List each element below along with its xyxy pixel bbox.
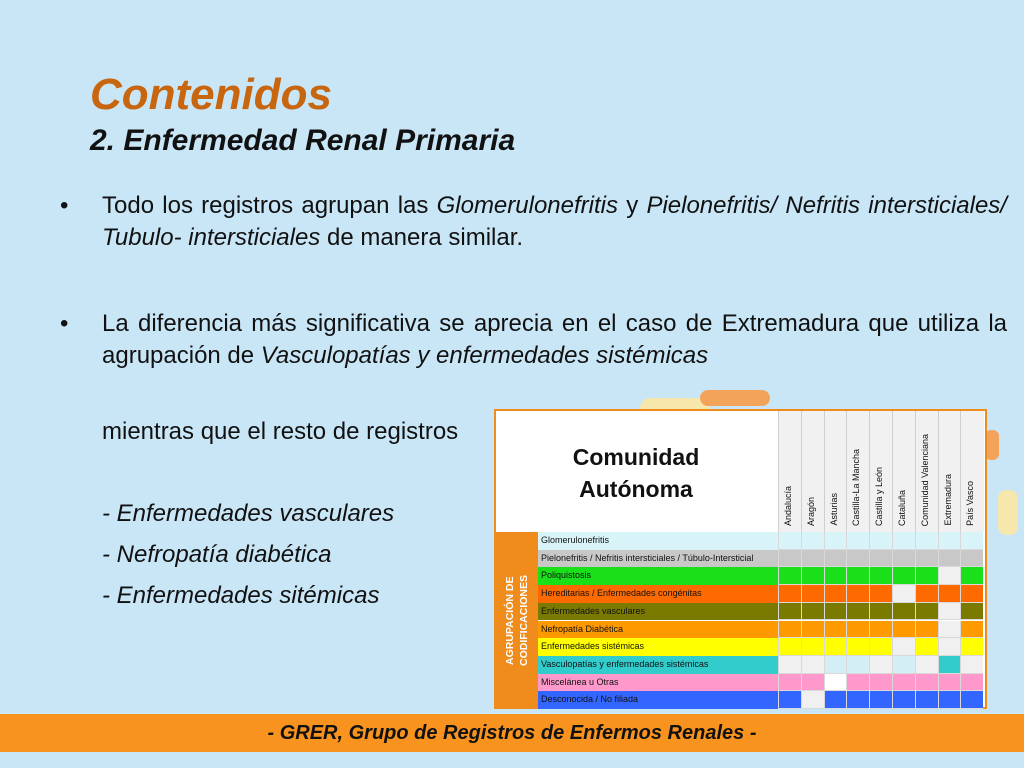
table-cell	[824, 656, 847, 674]
table-row	[538, 532, 985, 550]
table-cell	[778, 567, 801, 585]
table-cell	[892, 603, 915, 621]
bullet-item: • Todo los registros agrupan las Glomerulonefritis y Pielonefritis/ Nefritis intersticiales/ Tubulo- intersticiales de manera similar.	[60, 192, 1007, 251]
column-header-label: Asturias	[828, 493, 839, 526]
table-cell	[915, 532, 938, 550]
table-row	[538, 638, 985, 656]
column-header	[846, 411, 870, 532]
row-label: Vasculopatías y enfermedades sistémicas	[538, 656, 778, 674]
table-cell	[869, 621, 892, 639]
table-cell	[869, 603, 892, 621]
column-header-label: Aragón	[805, 496, 816, 526]
table-cell	[938, 621, 961, 639]
table-cell	[846, 674, 869, 692]
table-cell	[892, 674, 915, 692]
table-cell	[869, 550, 892, 568]
table-cell	[801, 691, 824, 709]
column-header	[915, 411, 939, 532]
table-cell	[778, 550, 801, 568]
table-cell	[824, 674, 847, 692]
table-cell	[778, 621, 801, 639]
table-cell	[938, 674, 961, 692]
table-cell	[960, 638, 983, 656]
table-cell	[824, 621, 847, 639]
table-header	[496, 411, 985, 532]
column-header-label: Extremadura	[942, 474, 953, 526]
table-cell	[778, 532, 801, 550]
table-cell	[915, 638, 938, 656]
table-cell	[892, 656, 915, 674]
table-cell	[938, 638, 961, 656]
table-cell	[801, 603, 824, 621]
table-cell	[778, 656, 801, 674]
table-cell	[915, 621, 938, 639]
text-line: mientras que el resto de registros	[102, 418, 459, 445]
table-cell	[960, 656, 983, 674]
map-shape-decoration	[700, 390, 770, 406]
table-cell	[915, 550, 938, 568]
table-cell	[915, 603, 938, 621]
classification-table	[494, 409, 987, 709]
slide-title: Contenidos	[90, 70, 332, 119]
table-cell	[960, 550, 983, 568]
table-cell	[915, 691, 938, 709]
bullet-marker: •	[60, 192, 69, 219]
table-cell	[824, 532, 847, 550]
bullet-item: • La diferencia más significativa se aprecia en el caso de Extremadura que utiliza la agrupación de Vasculopatías y enfermedades sistémicas	[60, 310, 1007, 369]
bullet-marker: •	[60, 310, 69, 337]
table-cell	[801, 550, 824, 568]
table-cell	[824, 585, 847, 603]
table-cell	[869, 532, 892, 550]
row-label: Pielonefritis / Nefritis intersticiales / Túbulo-Intersticial	[538, 550, 778, 568]
table-cell	[869, 638, 892, 656]
table-cell	[869, 674, 892, 692]
map-shape-decoration	[985, 430, 999, 460]
table-cell	[869, 567, 892, 585]
column-header-label: Castilla-La Mancha	[851, 448, 862, 526]
table-cell	[824, 567, 847, 585]
table-cell	[846, 691, 869, 709]
side-label: AGRUPACIÓN DE CODIFICACIONES	[496, 532, 538, 709]
table-cell	[938, 532, 961, 550]
row-label: Enfermedades sistémicas	[538, 638, 778, 656]
row-label: Enfermedades vasculares	[538, 603, 778, 621]
table-cell	[960, 691, 983, 709]
column-header	[778, 411, 802, 532]
list-item: - Nefropatía diabética	[102, 541, 332, 568]
table-cell	[869, 585, 892, 603]
table-cell	[801, 674, 824, 692]
table-cell	[846, 621, 869, 639]
table-row	[538, 585, 985, 603]
table-cell	[960, 585, 983, 603]
column-header	[801, 411, 825, 532]
table-cell	[778, 691, 801, 709]
table-cell	[801, 585, 824, 603]
table-cell	[960, 532, 983, 550]
table-cell	[938, 603, 961, 621]
column-header	[938, 411, 962, 532]
table-cell	[892, 550, 915, 568]
column-header	[892, 411, 916, 532]
table-cell	[801, 567, 824, 585]
list-item: - Enfermedades vasculares	[102, 500, 395, 527]
table-cell	[915, 585, 938, 603]
table-cell	[892, 691, 915, 709]
column-header	[824, 411, 848, 532]
table-cell	[938, 656, 961, 674]
table-cell	[869, 691, 892, 709]
table-cell	[915, 567, 938, 585]
column-header	[960, 411, 984, 532]
table-cell	[960, 674, 983, 692]
table-cell	[824, 691, 847, 709]
table-cell	[824, 638, 847, 656]
table-row	[538, 691, 985, 709]
table-cell	[824, 603, 847, 621]
table-cell	[892, 621, 915, 639]
table-cell	[846, 603, 869, 621]
table-cell	[846, 567, 869, 585]
table-cell	[938, 550, 961, 568]
table-cell	[960, 621, 983, 639]
table-cell	[938, 567, 961, 585]
table-cell	[915, 656, 938, 674]
table-cell	[960, 603, 983, 621]
table-row	[538, 621, 985, 639]
table-cell	[846, 550, 869, 568]
row-label: Miscelánea u Otras	[538, 674, 778, 692]
table-cell	[778, 585, 801, 603]
row-label: Nefropatía Diabética	[538, 621, 778, 639]
column-header	[869, 411, 893, 532]
table-cell	[778, 603, 801, 621]
table-cell	[938, 585, 961, 603]
table-cell	[824, 550, 847, 568]
row-label: Desconocida / No filiada	[538, 691, 778, 709]
table-cell	[778, 638, 801, 656]
table-row	[538, 656, 985, 674]
table-cell	[846, 532, 869, 550]
table-cell	[915, 674, 938, 692]
slide-subtitle: 2. Enfermedad Renal Primaria	[90, 124, 516, 157]
column-header-label: Andalucía	[783, 485, 793, 526]
table-cell	[801, 638, 824, 656]
table-cell	[778, 674, 801, 692]
table-cell	[846, 656, 869, 674]
row-label: Glomerulonefritis	[538, 532, 778, 550]
table-cell	[801, 621, 824, 639]
column-header-label: Castilla y León	[874, 466, 885, 526]
column-header-label: Cataluña	[897, 489, 907, 526]
table-row	[538, 674, 985, 692]
table-cell	[892, 532, 915, 550]
table-row	[538, 567, 985, 585]
column-header-label: País Vasco	[965, 481, 976, 526]
table-cell	[892, 638, 915, 656]
table-cell	[892, 585, 915, 603]
map-shape-decoration	[998, 490, 1018, 535]
table-cell	[892, 567, 915, 585]
table-cell	[846, 585, 869, 603]
list-item: - Enfermedades sitémicas	[102, 582, 380, 609]
footer-banner: - GRER, Grupo de Registros de Enfermos Renales -	[0, 714, 1024, 752]
row-label: Hereditarias / Enfermedades congénitas	[538, 585, 778, 603]
table-cell	[938, 691, 961, 709]
table-cell	[846, 638, 869, 656]
table-cell	[801, 532, 824, 550]
table-cell	[960, 567, 983, 585]
table-row	[538, 550, 985, 568]
table-cell	[869, 656, 892, 674]
header-label: Comunidad Autónoma	[572, 444, 700, 502]
row-label: Poliquistosis	[538, 567, 778, 585]
table-row	[538, 603, 985, 621]
column-header-label: Comunidad Valenciana	[919, 433, 930, 526]
table-cell	[801, 656, 824, 674]
